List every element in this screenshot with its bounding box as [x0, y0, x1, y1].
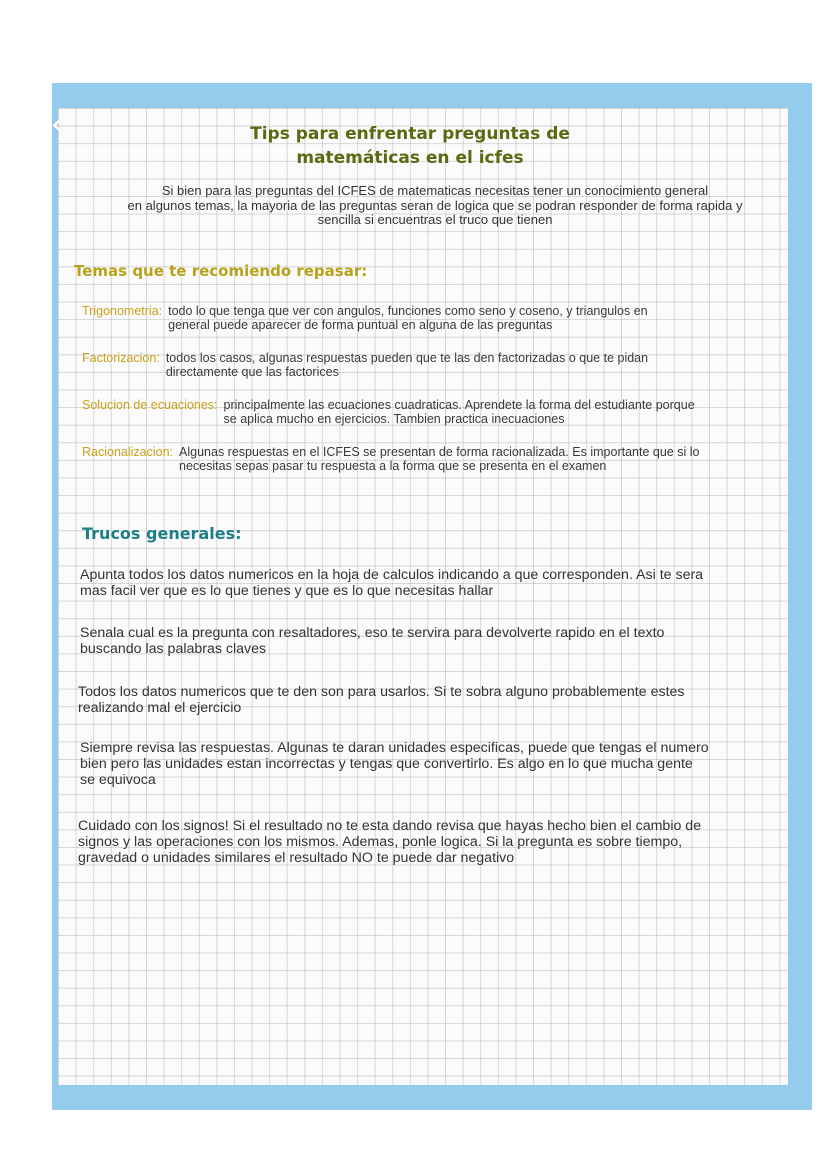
trick-item [80, 567, 785, 599]
trick-text: buscando las palabras claves [80, 641, 267, 657]
topic-label: Racionalizacion: [82, 445, 174, 459]
intro-line-3: sencilla si encuentras el truco que tienen [317, 212, 553, 227]
trick-item [78, 684, 783, 716]
topic-label: Trigonometria: [82, 304, 163, 318]
trick-text: Todos los datos numericos que te den son para usarlos. Si te sobra alguno probablemente estes [78, 684, 685, 700]
trick-text: Cuidado con los signos! Si el resultado no te esta dando revisa que hayas hecho bien el cambio de [78, 818, 702, 834]
trick-text: realizando mal el ejercicio [78, 700, 242, 716]
trick-text: gravedad o unidades similares el resultado NO te puede dar negativo [78, 850, 515, 866]
trick-text: Apunta todos los datos numericos en la hoja de calculos indicando a que corresponden. Asi te sera [80, 567, 704, 583]
topic-label: Factorizacion: [82, 351, 160, 365]
topic-racionalizacion [82, 445, 782, 473]
page-title [160, 122, 660, 170]
topic-text: principalmente las ecuaciones cuadraticas. Aprendete la forma del estudiante porque [223, 398, 695, 412]
topic-text: directamente que las factorices [165, 365, 339, 379]
topic-text: necesitas sepas pasar tu respuesta a la forma que se presenta en el examen [179, 459, 607, 473]
trick-text: Siempre revisa las respuestas. Algunas te daran unidades especificas, puede que tengas el numero [80, 740, 709, 756]
trick-text: Senala cual es la pregunta con resaltadores, eso te servira para devolverte rapido en el texto [80, 625, 665, 641]
temas-heading: Temas que te recomiendo repasar: [74, 262, 368, 280]
topic-label: Solucion de ecuaciones: [82, 398, 218, 412]
topic-text: todo lo que tenga que ver con angulos, funciones como seno y coseno, y triangulos en [168, 304, 648, 318]
back-chevron-icon[interactable]: ‹ [50, 101, 66, 147]
trick-item [78, 818, 783, 866]
trick-item [80, 625, 785, 657]
intro-line-2: en algunos temas, la mayoria de las preguntas seran de logica que se podran responder de forma rapida y [127, 197, 743, 213]
topic-factorizacion [82, 351, 782, 379]
topic-text: Algunas respuestas en el ICFES se presentan de forma racionalizada. Es importante que si lo [179, 445, 700, 459]
trucos-heading: Trucos generales: [82, 524, 242, 543]
trick-text: signos y las operaciones con los mismos. Ademas, ponle logica. Si la pregunta es sobre tiempo, [78, 834, 683, 850]
trick-text: bien pero las unidades estan incorrectas y tengas que convertirlo. Es algo en lo que mucha gente [80, 756, 693, 772]
intro-line-1: Si bien para las preguntas del ICFES de matematicas necesitas tener un conocimiento general [161, 183, 709, 198]
title-line-1: Tips para enfrentar preguntas de [250, 124, 570, 144]
trick-text: mas facil ver que es lo que tienes y que es lo que necesitas hallar [80, 583, 494, 599]
topic-text: general puede aparecer de forma puntual en alguna de las preguntas [168, 318, 553, 332]
topic-trigonometria [82, 304, 782, 332]
trick-text: se equivoca [80, 772, 156, 788]
title-line-2: matemáticas en el icfes [296, 148, 524, 168]
topic-text: todos los casos, algunas respuestas pueden que te las den factorizadas o que te pidan [165, 351, 649, 365]
topic-ecuaciones [82, 398, 782, 426]
intro-paragraph [90, 184, 780, 228]
topic-text: se aplica mucho en ejercicios. Tambien practica inecuaciones [223, 412, 565, 426]
trick-item [80, 740, 785, 788]
